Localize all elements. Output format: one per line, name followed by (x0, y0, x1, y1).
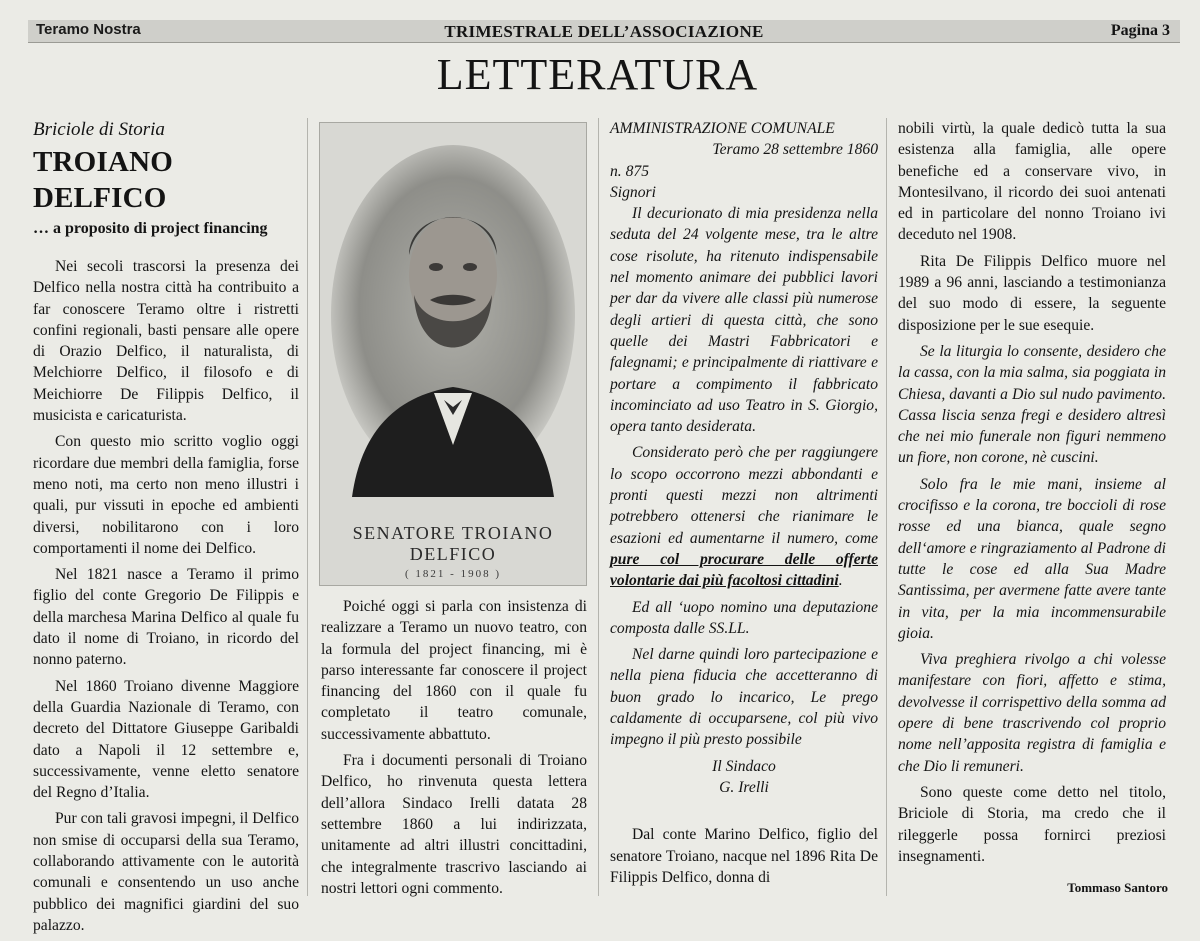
article-column-4 (898, 118, 1166, 872)
letter-closing: Il Sindaco (712, 757, 776, 775)
letter-text: . (838, 572, 843, 590)
letter-paragraph: Nel darne quindi loro partecipazione e nella piena fiducia che accetteranno di buon grado lo incarico, Le prego caldamente di occuparsene, col più vivo impegno il più presto possibile (610, 646, 878, 749)
photo-caption (320, 523, 586, 580)
paragraph: Dal conte Marino Delfico, figlio del senatore Troiano, nacque nel 1896 Rita De Filippis Delfico, donna di (610, 826, 878, 886)
paragraph: Nel 1821 nasce a Teramo il primo figlio del conte Gregorio De Filippis e della marchesa Marina Delfico al quale fu dato il nome di Troiano, in ricordo del nonno paterno. (33, 566, 299, 669)
paragraph: Fra i documenti personali di Troiano Delfico, ho rinvenuta questa lettera dell’allora Sindaco Irelli datata 28 settembre 1860 a lui indirizzata, unitamente ad altri illustri concittadini, che integralmente trascrivo lasciando ai nostri lettori ogni commento. (321, 752, 587, 897)
paragraph: Poiché oggi si parla con insistenza di realizzare a Teramo un nuovo teatro, con la formula del project financing, mi è parso interessante far conoscere il project financing del 1860 con il quale fu completato il teatro comunale, successivamente abbattuto. (321, 598, 587, 743)
letter-column (610, 118, 878, 893)
letter-heading: AMMINISTRAZIONE COMUNALE (610, 120, 835, 137)
letter-signatory: G. Irelli (719, 778, 769, 796)
portrait-illustration (322, 125, 584, 497)
paragraph: Nei secoli trascorsi la presenza dei Delfico nella nostra città ha contribuito a far conoscere Teramo oltre i ristretti confini regionali, basti pensare alle opere di Orazio Delfico, il naturalista, di Melchiorre Delfico, il filosofo e di Meichiorre De Filippis Delfico, il musicista e caricaturista. (33, 258, 299, 425)
column-divider (598, 118, 599, 896)
page-number: Pagina 3 (1110, 22, 1170, 39)
letter-paragraph (610, 442, 878, 591)
caption-name: SENATORE TROIANO DELFICO (352, 523, 554, 564)
caption-years: ( 1821 - 1908 ) (405, 568, 501, 580)
section-title: LETTERATURA (436, 50, 759, 99)
underlined-text: pure col procurare delle offerte volontarie dai più facoltosi cittadini (610, 550, 878, 590)
paragraph: Rita De Filippis Delfico muore nel 1989 a 96 anni, lasciando a testimonianza del suo modo di essere, la seguente disposizione per le sue esequie. (898, 252, 1166, 334)
logo-text: Teramo Nostra (36, 21, 141, 38)
column-divider (307, 118, 308, 896)
paragraph: Nel 1860 Troiano divenne Maggiore della Guardia Nazionale di Teramo, con decreto del Dittatore Giuseppe Garibaldi dato a Napoli il 12 settembre e, successivamente, venne eletto senatore del Regno d’Italia. (33, 677, 299, 802)
article-subhead: … a proposito di project financing (33, 220, 268, 237)
article-column-2 (321, 596, 587, 904)
publication-line: TRIMESTRALE DELL’ASSOCIAZIONE (444, 22, 764, 41)
letter-paragraph: Ed all ‘uopo nomino una deputazione composta dalle SS.LL. (610, 598, 878, 637)
author-signature: Tommaso Santoro (1067, 880, 1168, 895)
portrait-image (322, 125, 584, 497)
quote-paragraph: Solo fra le mie mani, insieme al crocifisso e la corona, tre boccioli di rose rosse ed una bianca, quale segno dell‘amore e ringraziamento al Padrone di tutte le cose ed alla Sua Madre Santissima, per avermene fatte avere tante in vita, per la mia incommensurabile gioia. (898, 475, 1166, 642)
letter-date: Teramo 28 settembre 1860 (712, 141, 878, 159)
article-headline: TROIANO DELFICO (33, 146, 173, 214)
article-kicker: Briciole di Storia (33, 119, 165, 140)
paragraph: Con questo mio scritto voglio oggi ricordare due membri della famiglia, forse meno noti, ma certo non meno illustri i quali, pur vissuti in epoche ed ambienti diversi, nobilitarono con i loro comportamenti il nome dei Delfico. (33, 433, 299, 557)
letter-paragraph: Il decurionato di mia presidenza nella seduta del 24 volgente mese, tra le altre cose risolute, ha ritenuto indispensabile nel momento animare dei pubblici lavori per dar da vivere alle classi più numerose degli artieri di questa città, che sono quelle dei Mastri Fabbricatori e falegnami; e principalmente di riattivare e portare a compimento il fabbricato incominciato ad uso Teatro in S. Giorgio, opera tanto desiderata. (610, 205, 878, 436)
quote-paragraph: Se la liturgia lo consente, desidero che la cassa, con la mia salma, sia poggiata in Chiesa, davanti a Dio sul nudo pavimento. Cassa liscia senza fregi e desidero altresì che nei mio funerale non figuri nemmeno un fiore, non corone, nè cuscini. (898, 342, 1166, 467)
paragraph: Sono queste come detto nel titolo, Briciole di Storia, ma credo che il rileggerle possa fornirci preziosi insegnamenti. (898, 783, 1166, 865)
column-divider (886, 118, 887, 896)
letter-text: Considerato però che per raggiungere lo scopo occorrono mezzi abbondanti e pronti questi mezzi non altrimenti potrebbero ottenersi che rianimare le esazioni ed aumentarne il numero, come (610, 444, 878, 547)
paragraph: nobili virtù, la quale dedicò tutta la sua esistenza alla famiglia, alle opere benefiche ed a conservare vivo, in Montesilvano, il ricordo dei suoi antenati ed in particolare del nonno Troiano ivi deceduto nel 1908. (898, 120, 1166, 244)
article-column-1 (33, 118, 299, 941)
portrait-photo (319, 122, 587, 586)
letter-salutation: Signori (610, 183, 656, 201)
letter-number: n. 875 (610, 162, 649, 180)
quote-paragraph: Viva preghiera rivolgo a chi volesse manifestare con fiori, affetto e stima, devolvesse il corrispettivo della somma ad opere di bene trascrivendo col proprio nome nell’apposita registra di famiglia e che Dio li remuneri. (898, 651, 1166, 775)
paragraph: Pur con tali gravosi impegni, il Delfico non smise di occuparsi della sua Teramo, collaborando attivamente con le autorità comunali e consentendo un uso anche pubblico dei magnifici giardini del suo palazzo. (33, 810, 299, 934)
page-header (28, 20, 1180, 43)
